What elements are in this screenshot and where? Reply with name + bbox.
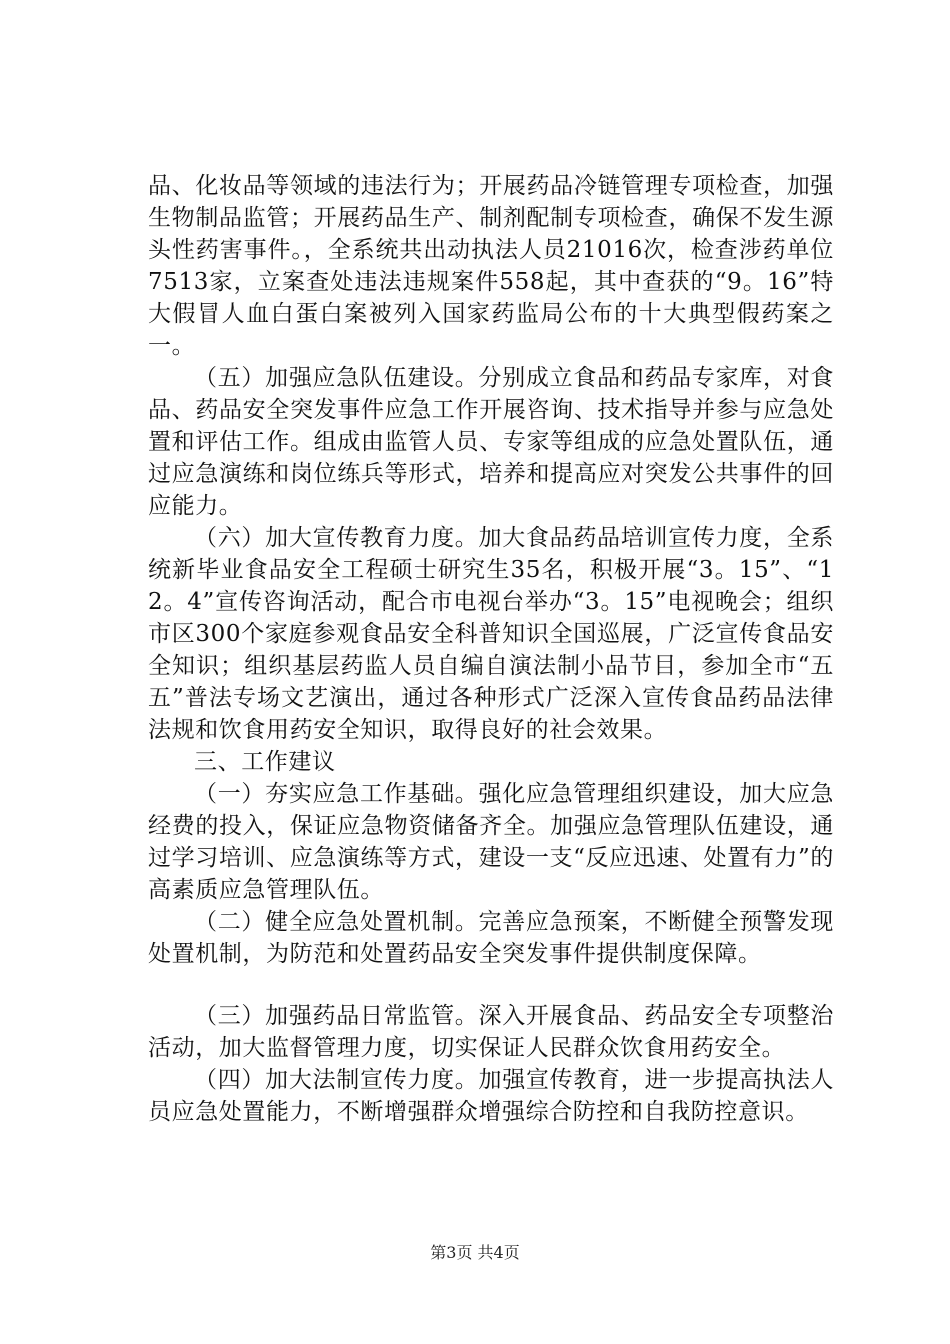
paragraph-section-5: （五）加强应急队伍建设。分别成立食品和药品专家库，对食品、药品安全突发事件应急工作开展咨询、技术指导并参与应急处置和评估工作。组成由监管人员、专家等组成的应急处置队伍，通过应急演练和岗位练兵等形式，培养和提高应对突发公共事件的回应能力。 — [148, 365, 834, 519]
paragraph-suggestion-4: （四）加大法制宣传力度。加强宣传教育，进一步提高执法人员应急处置能力，不断增强群众增强综合防控和自我防控意识。 — [148, 1067, 834, 1125]
page-number-footer: 第3页 共4页 — [430, 1243, 520, 1262]
paragraph-suggestion-2: （二）健全应急处置机制。完善应急预案，不断健全预警发现处置机制，为防范和处置药品安全突发事件提供制度保障。 — [148, 909, 834, 967]
paragraph-continued: 品、化妆品等领域的违法行为；开展药品冷链管理专项检查，加强生物制品监管；开展药品生产、制剂配制专项检查，确保不发生源头性药害事件。，全系统共出动执法人员21016次，检查涉药单位7513家，立案查处违法违规案件558起，其中查获的“9。16”特大假冒人血白蛋白案被列入国家药监局公布的十大典型假药案之一。 — [148, 173, 834, 359]
paragraph-suggestion-3: （三）加强药品日常监管。深入开展食品、药品安全专项整治活动，加大监督管理力度，切实保证人民群众饮食用药安全。 — [148, 1003, 834, 1061]
heading-work-suggestions: 三、工作建议 — [194, 749, 336, 775]
paragraph-section-6: （六）加大宣传教育力度。加大食品药品培训宣传力度，全系统新毕业食品安全工程硕士研究生35名，积极开展“3。15”、“12。4”宣传咨询活动，配合市电视台举办“3。15”电视晚会；组织市区300个家庭参观食品安全科普知识全国巡展，广泛宣传食品安全知识；组织基层药监人员自编自演法制小品节目，参加全市“五五”普法专场文艺演出，通过各种形式广泛深入宣传食品药品法律法规和饮食用药安全知识，取得良好的社会效果。 — [148, 525, 834, 743]
paragraph-suggestion-1: （一）夯实应急工作基础。强化应急管理组织建设，加大应急经费的投入，保证应急物资储备齐全。加强应急管理队伍建设，通过学习培训、应急演练等方式，建设一支“反应迅速、处置有力”的高素质应急管理队伍。 — [148, 781, 834, 903]
document-body — [148, 170, 834, 1128]
